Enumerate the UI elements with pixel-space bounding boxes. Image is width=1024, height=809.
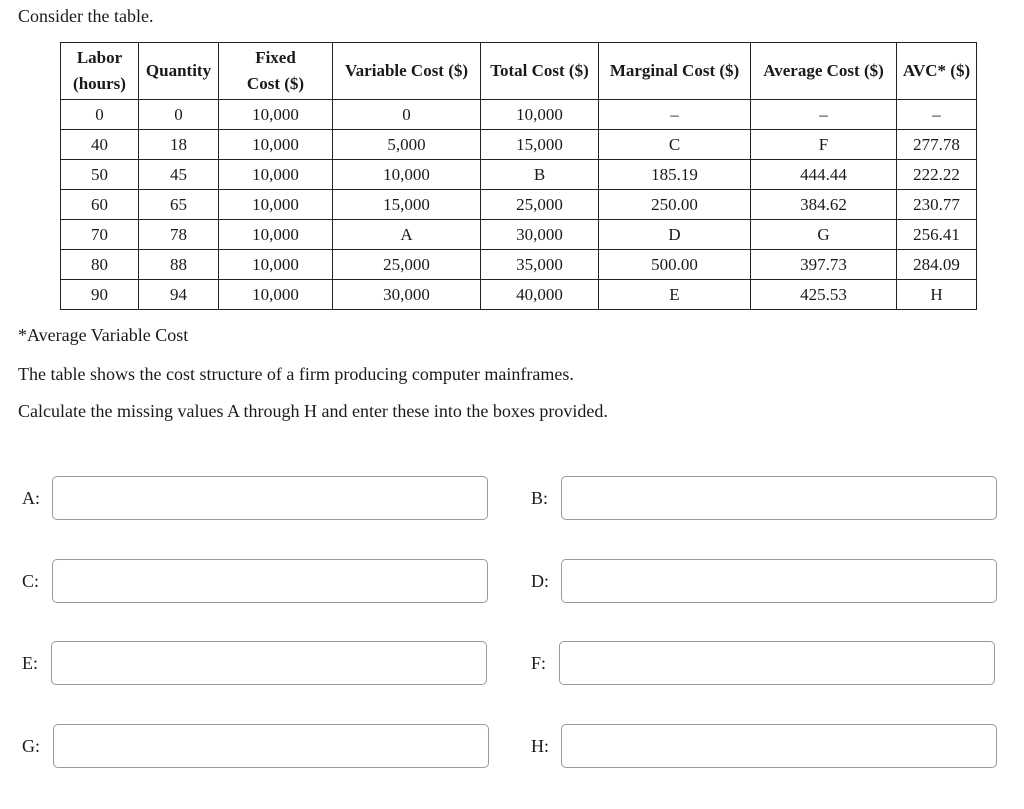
answer-input-a[interactable] bbox=[52, 476, 488, 520]
table-cell: 10,000 bbox=[219, 160, 333, 190]
table-cell: 90 bbox=[61, 280, 139, 310]
table-cell: 45 bbox=[139, 160, 219, 190]
table-cell: 222.22 bbox=[897, 160, 977, 190]
table-cell: – bbox=[751, 100, 897, 130]
table-cell: 10,000 bbox=[219, 280, 333, 310]
table-cell: 384.62 bbox=[751, 190, 897, 220]
table-cell: F bbox=[751, 130, 897, 160]
table-cell: 230.77 bbox=[897, 190, 977, 220]
instruction-text: Calculate the missing values A through H and enter these into the boxes provided. bbox=[18, 401, 608, 421]
table-cell: 65 bbox=[139, 190, 219, 220]
table-row bbox=[61, 190, 977, 220]
table-cell: 277.78 bbox=[897, 130, 977, 160]
answer-label-f: F: bbox=[531, 653, 547, 673]
table-cell: 30,000 bbox=[333, 280, 481, 310]
prompt-text: Consider the table. bbox=[18, 6, 154, 26]
answer-label-c: C: bbox=[22, 571, 40, 591]
table-cell: 284.09 bbox=[897, 250, 977, 280]
table-cell: 10,000 bbox=[219, 190, 333, 220]
table-cell: 256.41 bbox=[897, 220, 977, 250]
answer-label-e: E: bbox=[22, 653, 38, 673]
description-text: The table shows the cost structure of a firm producing computer mainframes. bbox=[18, 364, 574, 384]
table-cell: 88 bbox=[139, 250, 219, 280]
table-row bbox=[61, 250, 977, 280]
table-cell: 35,000 bbox=[481, 250, 599, 280]
table-cell: – bbox=[897, 100, 977, 130]
answer-label-b: B: bbox=[531, 488, 549, 508]
table-cell: 60 bbox=[61, 190, 139, 220]
header-average-cost: Average Cost ($) bbox=[751, 43, 897, 100]
table-cell: 444.44 bbox=[751, 160, 897, 190]
table-cell: 10,000 bbox=[219, 130, 333, 160]
table-cell: 397.73 bbox=[751, 250, 897, 280]
answer-label-g: G: bbox=[22, 736, 40, 756]
table-cell: 18 bbox=[139, 130, 219, 160]
table-cell: 80 bbox=[61, 250, 139, 280]
header-variable-cost: Variable Cost ($) bbox=[333, 43, 481, 100]
answer-input-g[interactable] bbox=[53, 724, 489, 768]
table-cell: 10,000 bbox=[481, 100, 599, 130]
table-cell: 10,000 bbox=[219, 220, 333, 250]
table-cell: 10,000 bbox=[219, 100, 333, 130]
header-fixed-line2: Cost ($) bbox=[246, 74, 305, 93]
table-cell: 25,000 bbox=[481, 190, 599, 220]
table-cell: 25,000 bbox=[333, 250, 481, 280]
table-cell: 30,000 bbox=[481, 220, 599, 250]
table-cell: 185.19 bbox=[599, 160, 751, 190]
header-fixed-cost bbox=[219, 43, 333, 100]
table-cell: 94 bbox=[139, 280, 219, 310]
header-marginal-cost: Marginal Cost ($) bbox=[599, 43, 751, 100]
table-cell: 15,000 bbox=[333, 190, 481, 220]
table-header-row bbox=[61, 43, 977, 100]
answer-input-d[interactable] bbox=[561, 559, 997, 603]
header-quantity: Quantity bbox=[139, 43, 219, 100]
answer-input-h[interactable] bbox=[561, 724, 997, 768]
table-cell: 5,000 bbox=[333, 130, 481, 160]
table-cell: 15,000 bbox=[481, 130, 599, 160]
table-row bbox=[61, 130, 977, 160]
header-fixed-line1: Fixed bbox=[255, 48, 296, 67]
answer-input-f[interactable] bbox=[559, 641, 995, 685]
header-avc: AVC* ($) bbox=[897, 43, 977, 100]
answer-label-a: A: bbox=[22, 488, 40, 508]
footnote-text: *Average Variable Cost bbox=[18, 325, 189, 345]
table-cell: C bbox=[599, 130, 751, 160]
table-cell: 40 bbox=[61, 130, 139, 160]
table-cell: 50 bbox=[61, 160, 139, 190]
table-cell: 70 bbox=[61, 220, 139, 250]
table-cell: D bbox=[599, 220, 751, 250]
answer-label-h: H: bbox=[531, 736, 549, 756]
table-cell: E bbox=[599, 280, 751, 310]
table-cell: 10,000 bbox=[333, 160, 481, 190]
table-row bbox=[61, 160, 977, 190]
table-row bbox=[61, 100, 977, 130]
table-cell: 10,000 bbox=[219, 250, 333, 280]
answer-input-c[interactable] bbox=[52, 559, 488, 603]
table-row bbox=[61, 280, 977, 310]
table-cell: 425.53 bbox=[751, 280, 897, 310]
table-cell: 250.00 bbox=[599, 190, 751, 220]
table-cell: – bbox=[599, 100, 751, 130]
table-cell: A bbox=[333, 220, 481, 250]
table-cell: 0 bbox=[139, 100, 219, 130]
answer-label-d: D: bbox=[531, 571, 549, 591]
table-cell: G bbox=[751, 220, 897, 250]
table-cell: 0 bbox=[333, 100, 481, 130]
table-cell: 500.00 bbox=[599, 250, 751, 280]
header-labor-line2: (hours) bbox=[73, 74, 126, 93]
header-labor-line1: Labor bbox=[76, 48, 123, 67]
table-cell: 0 bbox=[61, 100, 139, 130]
table-cell: H bbox=[897, 280, 977, 310]
table-row bbox=[61, 220, 977, 250]
table-cell: 40,000 bbox=[481, 280, 599, 310]
table-cell: B bbox=[481, 160, 599, 190]
answer-input-b[interactable] bbox=[561, 476, 997, 520]
table-cell: 78 bbox=[139, 220, 219, 250]
header-labor bbox=[61, 43, 139, 100]
cost-table bbox=[60, 42, 977, 310]
header-total-cost: Total Cost ($) bbox=[481, 43, 599, 100]
answer-input-e[interactable] bbox=[51, 641, 487, 685]
